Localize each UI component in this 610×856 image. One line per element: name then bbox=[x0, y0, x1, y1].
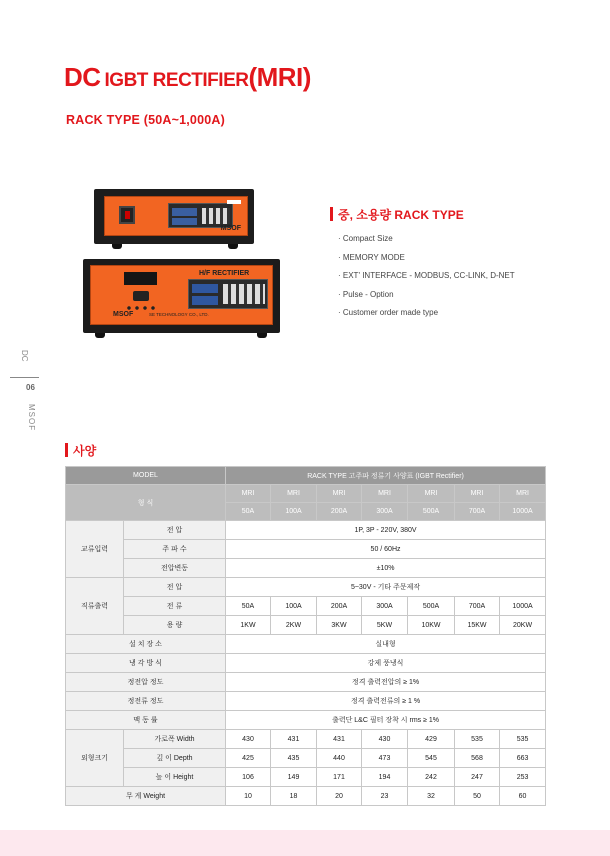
model-cell: MRI bbox=[362, 485, 408, 503]
table-cell: 171 bbox=[317, 768, 362, 787]
unit2-maker: SE TECHNOLOGY CO., LTD. bbox=[149, 312, 209, 317]
table-cell: 568 bbox=[455, 749, 500, 768]
row-value: 정격 출력전압의 ≥ 1% bbox=[226, 673, 546, 692]
rating-cell: 700A bbox=[455, 503, 500, 521]
table-cell: 431 bbox=[271, 730, 317, 749]
table-cell: 200A bbox=[317, 597, 362, 616]
table-cell: 5KW bbox=[362, 616, 408, 635]
row-value: 50 / 60Hz bbox=[226, 540, 546, 559]
feature-heading: 중, 소용량 RACK TYPE bbox=[330, 206, 464, 223]
table-cell: 430 bbox=[362, 730, 408, 749]
table-row bbox=[66, 616, 546, 635]
model-cell: MRI bbox=[317, 485, 362, 503]
table-cell: 700A bbox=[455, 597, 500, 616]
table-cell: 431 bbox=[317, 730, 362, 749]
table-row bbox=[66, 730, 546, 749]
row-value: 출력단 L&C 필터 장착 시 rms ≥ 1% bbox=[226, 711, 546, 730]
table-row bbox=[66, 673, 546, 692]
table-cell: 20 bbox=[317, 787, 362, 806]
spec-table bbox=[65, 466, 546, 806]
feature-item: · Customer order made type bbox=[338, 308, 439, 317]
row-label: 전 류 bbox=[124, 597, 226, 616]
table-cell: 149 bbox=[271, 768, 317, 787]
table-cell: 663 bbox=[500, 749, 546, 768]
table-cell: 10 bbox=[226, 787, 271, 806]
table-cell: 253 bbox=[500, 768, 546, 787]
table-cell: 300A bbox=[362, 597, 408, 616]
table-row bbox=[66, 692, 546, 711]
table-cell: 535 bbox=[455, 730, 500, 749]
rating-cell: 1000A bbox=[500, 503, 546, 521]
table-cell: 15KW bbox=[455, 616, 500, 635]
table-cell: 2KW bbox=[271, 616, 317, 635]
feature-item: · EXT' INTERFACE - MODBUS, CC-LINK, D-NET bbox=[338, 271, 515, 280]
row-label: 전압변동 bbox=[124, 559, 226, 578]
table-row bbox=[66, 559, 546, 578]
row-label: 설 치 장 소 bbox=[66, 635, 226, 654]
footer-band bbox=[0, 830, 610, 856]
rating-cell: 50A bbox=[226, 503, 271, 521]
table-cell: 20KW bbox=[500, 616, 546, 635]
table-row bbox=[66, 521, 546, 540]
table-cell: 50 bbox=[455, 787, 500, 806]
table-cell: 242 bbox=[408, 768, 455, 787]
row-label: 주 파 수 bbox=[124, 540, 226, 559]
row-value: 실내형 bbox=[226, 635, 546, 654]
display bbox=[124, 272, 157, 285]
row-label: 무 게 Weight bbox=[66, 787, 226, 806]
product-image-large bbox=[83, 259, 280, 333]
table-cell: 1000A bbox=[500, 597, 546, 616]
heading-bar bbox=[65, 443, 68, 457]
output-terminal-icon bbox=[133, 291, 149, 301]
subtitle: RACK TYPE (50A~1,000A) bbox=[66, 113, 225, 127]
rating-cell: 200A bbox=[317, 503, 362, 521]
heading-bar bbox=[330, 207, 333, 221]
power-switch-icon bbox=[119, 206, 135, 224]
table-row bbox=[66, 540, 546, 559]
model-header: MODEL bbox=[66, 467, 226, 485]
row-label: 가로폭 Width bbox=[124, 730, 226, 749]
table-cell: 106 bbox=[226, 768, 271, 787]
row-value: ±10% bbox=[226, 559, 546, 578]
model-cell: MRI bbox=[408, 485, 455, 503]
model-cell: MRI bbox=[271, 485, 317, 503]
table-cell: 430 bbox=[226, 730, 271, 749]
row-label: 정전압 정도 bbox=[66, 673, 226, 692]
dc-output-label: 직류출력 bbox=[66, 578, 124, 635]
side-label-dc: DC bbox=[20, 350, 29, 362]
table-cell: 545 bbox=[408, 749, 455, 768]
ac-input-label: 교류입력 bbox=[66, 521, 124, 578]
table-row bbox=[66, 654, 546, 673]
row-label: 냉 각 방 식 bbox=[66, 654, 226, 673]
dimensions-label: 외형크기 bbox=[66, 730, 124, 787]
feature-item: · MEMORY MODE bbox=[338, 252, 405, 262]
row-label: 맥 동 률 bbox=[66, 711, 226, 730]
table-row bbox=[66, 635, 546, 654]
model-cell: MRI bbox=[226, 485, 271, 503]
page-number: 06 bbox=[26, 383, 35, 392]
page-title bbox=[64, 62, 311, 93]
table-cell: 535 bbox=[500, 730, 546, 749]
table-cell: 429 bbox=[408, 730, 455, 749]
table-cell: 23 bbox=[362, 787, 408, 806]
table-row bbox=[66, 578, 546, 597]
table-cell: 18 bbox=[271, 787, 317, 806]
table-title: RACK TYPE 고주파 정류기 사양표 (IGBT Rectifier) bbox=[226, 467, 546, 485]
feature-item: · Compact Size bbox=[338, 234, 393, 243]
row-value: 강제 풍냉식 bbox=[226, 654, 546, 673]
section-title: 사양 bbox=[65, 442, 96, 459]
unit2-brand: MSOF bbox=[113, 311, 134, 318]
table-row bbox=[66, 749, 546, 768]
table-cell: 50A bbox=[226, 597, 271, 616]
table-row bbox=[66, 711, 546, 730]
rating-cell: 300A bbox=[362, 503, 408, 521]
form-header: 형 식 bbox=[66, 485, 226, 521]
row-value: 정격 출력전류의 ≥ 1 % bbox=[226, 692, 546, 711]
table-cell: 60 bbox=[500, 787, 546, 806]
table-cell: 100A bbox=[271, 597, 317, 616]
table-cell: 435 bbox=[271, 749, 317, 768]
table-cell: 425 bbox=[226, 749, 271, 768]
product-image-small bbox=[94, 189, 254, 244]
title-middle: IGBT RECTIFIER bbox=[104, 70, 249, 91]
table-row bbox=[66, 597, 546, 616]
row-label: 전 압 bbox=[124, 521, 226, 540]
table-cell: 3KW bbox=[317, 616, 362, 635]
title-suffix: (MRI) bbox=[248, 62, 311, 92]
model-cell: MRI bbox=[455, 485, 500, 503]
table-cell: 194 bbox=[362, 768, 408, 787]
side-divider bbox=[10, 377, 39, 378]
side-label-brand: MSOF bbox=[27, 404, 36, 432]
model-cell: MRI bbox=[500, 485, 546, 503]
table-cell: 32 bbox=[408, 787, 455, 806]
row-label: 용 량 bbox=[124, 616, 226, 635]
row-label: 전 압 bbox=[124, 578, 226, 597]
table-cell: 247 bbox=[455, 768, 500, 787]
feature-list bbox=[338, 230, 515, 323]
table-row bbox=[66, 768, 546, 787]
rating-cell: 100A bbox=[271, 503, 317, 521]
row-value: 5~30V - 기타 주문제작 bbox=[226, 578, 546, 597]
row-label: 깊 이 Depth bbox=[124, 749, 226, 768]
unit1-brand: MSOF bbox=[220, 225, 241, 232]
row-label: 정전류 정도 bbox=[66, 692, 226, 711]
table-row bbox=[66, 787, 546, 806]
table-cell: 10KW bbox=[408, 616, 455, 635]
table-cell: 500A bbox=[408, 597, 455, 616]
table-cell: 440 bbox=[317, 749, 362, 768]
rating-cell: 500A bbox=[408, 503, 455, 521]
table-cell: 473 bbox=[362, 749, 408, 768]
table-cell: 1KW bbox=[226, 616, 271, 635]
title-prefix: DC bbox=[64, 62, 101, 92]
control-panel bbox=[188, 279, 268, 309]
row-label: 높 이 Height bbox=[124, 768, 226, 787]
unit2-label: H/F RECTIFIER bbox=[199, 270, 250, 277]
row-value: 1P, 3P - 220V, 380V bbox=[226, 521, 546, 540]
feature-item: · Pulse - Option bbox=[338, 289, 394, 299]
